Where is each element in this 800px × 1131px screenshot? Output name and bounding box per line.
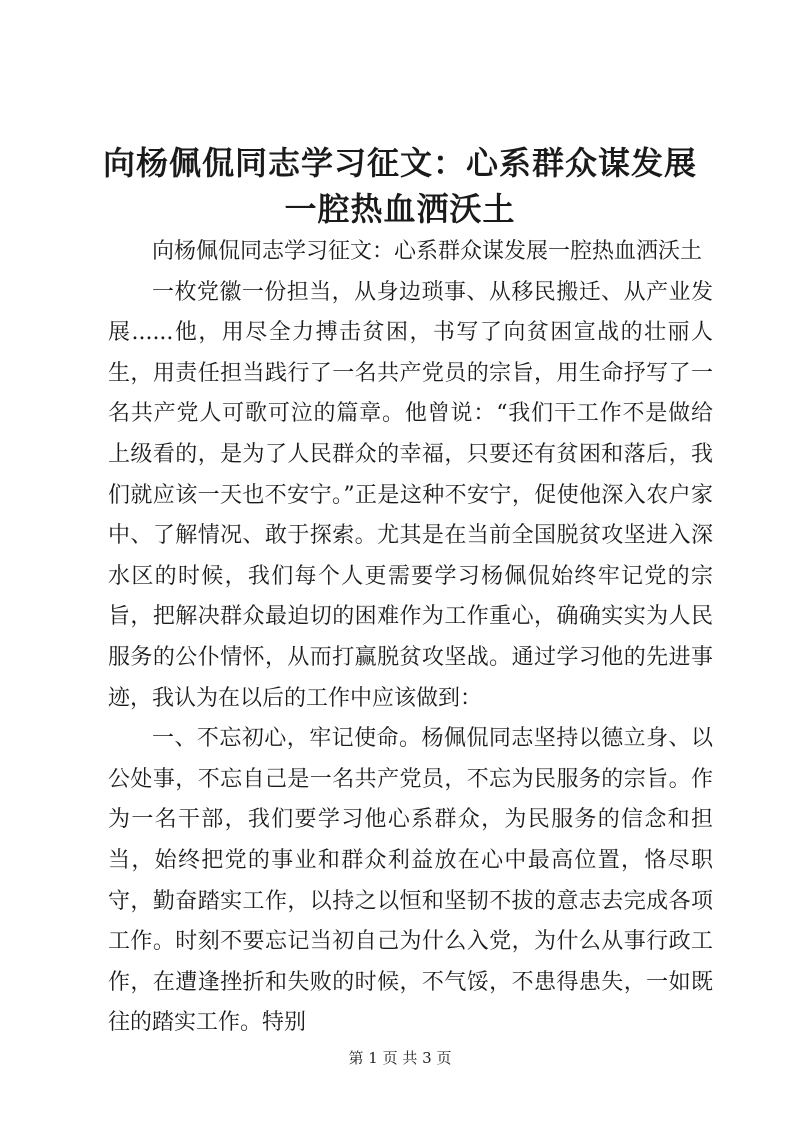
document-title: 向杨佩侃同志学习征文：心系群众谋发展一腔热血洒沃土 [102,144,697,228]
page-footer: 第 1 页 共 3 页 [348,1049,452,1067]
body-paragraph: 一枚党徽一份担当，从身边琐事、从移民搬迁、从产业发展......他，用尽全力搏击贫困，书写了向贫困宣战的壮丽人生，用责任担当践行了一名共产党员的宗旨，用生命抒写了一名共产党人可歌可泣的篇章。他曾说：“我们干工作不是做给上级看的，是为了人民群众的幸福，只要还有贫困和落后，我们就应该一天也不安宁。”正是这种不安宁，促使他深入农户家中、了解情况、敢于探索。尤其是在当前全国脱贫攻坚进入深水区的时候，我们每个人更需要学习杨佩侃始终牢记党的宗旨，把解决群众最迫切的困难作为工作重心，确确实实为人民服务的公仆情怀，从而打赢脱贫攻坚战。通过学习他的先进事迹，我认为在以后的工作中应该做到： [108,279,713,711]
body-paragraph: 一、不忘初心，牢记使命。杨佩侃同志坚持以德立身、以公处事，不忘自己是一名共产党员，不忘为民服务的宗旨。作为一名干部，我们要学习他心系群众，为民服务的信念和担当，始终把党的事业和群众利益放在心中最高位置，恪尽职守，勤奋踏实工作，以持之以恒和坚韧不拔的意志去完成各项工作。时刻不要忘记当初自己为什么入党，为什么从事行政工作，在遭逢挫折和失败的时候，不气馁，不患得患失，一如既往的踏实工作。特别 [108,726,713,1036]
subtitle-paragraph: 向杨佩侃同志学习征文：心系群众谋发展一腔热血洒沃土 [152,239,703,264]
document-body [108,232,713,1044]
